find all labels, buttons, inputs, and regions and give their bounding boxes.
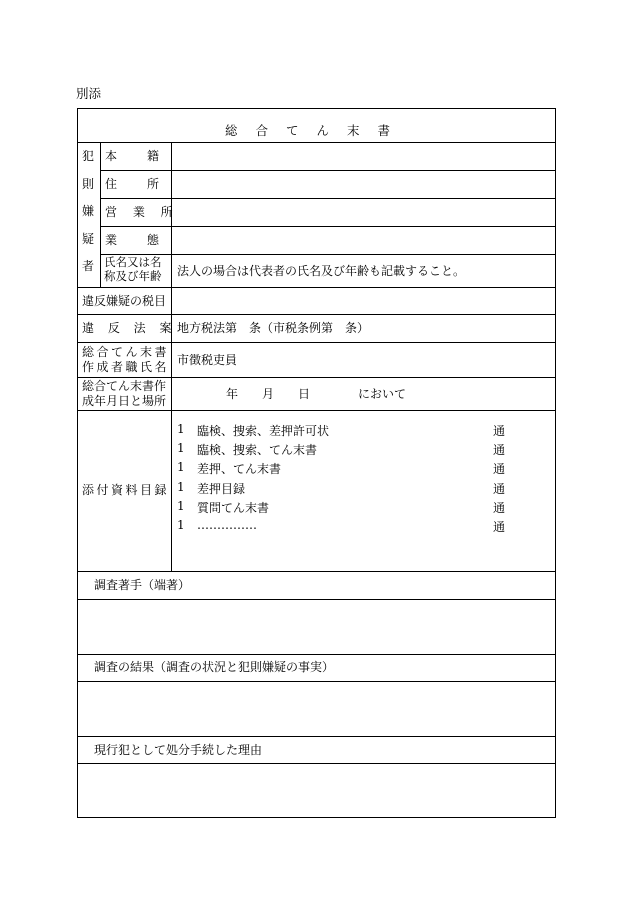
attachment-unit: 通 (493, 500, 506, 515)
date-place-label-1: 総合てん末書作 (82, 379, 167, 393)
date-place-value: 年 月 日 において (226, 387, 407, 401)
suspect-label-char: 嫌 (81, 204, 94, 218)
suspect-label-char: 者 (81, 259, 94, 273)
attachment-text: 臨検、捜索、差押許可状 (197, 424, 330, 438)
preparer-label-1: 総合てん末書 (82, 345, 170, 359)
attachment-unit: 通 (493, 462, 506, 477)
rule (100, 142, 101, 287)
rule (77, 142, 556, 143)
rule (100, 226, 556, 227)
form-title: 総合てん末書 (224, 123, 408, 138)
domicile-label: 本 籍 (105, 149, 162, 163)
preparer-value: 市徴税吏員 (177, 353, 238, 367)
rule (77, 410, 556, 411)
tax-item-label: 違反嫌疑の税目 (82, 294, 167, 308)
attachment-num: 1 (177, 479, 185, 494)
attachment-unit: 通 (493, 481, 506, 496)
annex-label: 別添 (76, 86, 102, 101)
suspect-label-char: 則 (81, 176, 94, 191)
name-age-note: 法人の場合は代表者の氏名及び年齢も記載すること。 (177, 264, 466, 278)
attachment-num: 1 (177, 518, 185, 532)
suspect-label-char: 疑 (81, 231, 94, 246)
suspect-label (81, 150, 95, 288)
rule (77, 377, 556, 378)
attachment-num: 1 (177, 441, 185, 456)
attachment-text: 臨検、捜索、てん末書 (197, 443, 318, 458)
attachment-text: 差押、てん末書 (197, 462, 282, 477)
rule (77, 287, 556, 288)
rule (100, 254, 556, 255)
business-label: 業 態 (105, 233, 162, 247)
name-age-label-1: 氏名又は名 (104, 255, 162, 269)
attachment-text: …………… (197, 518, 257, 532)
office-label: 営 業 所 (105, 205, 179, 219)
rule (77, 736, 556, 737)
attachments-label: 添付資料目録 (82, 483, 170, 497)
attachment-text: 差押目録 (197, 481, 246, 496)
rule (77, 763, 556, 764)
rule (77, 681, 556, 682)
reason-label: 現行犯として処分手続した理由 (94, 743, 263, 757)
violation-law-label: 違 反 法 案 (82, 321, 177, 335)
suspect-label-char: 犯 (81, 149, 94, 163)
attachment-unit: 通 (493, 424, 506, 438)
rule (77, 571, 556, 572)
investigation-start-label: 調査著手（端著） (94, 578, 191, 592)
attachment-num: 1 (177, 498, 185, 513)
attachment-num: 1 (177, 460, 185, 475)
address-label: 住 所 (105, 177, 162, 191)
rule (100, 198, 556, 199)
attachment-unit: 通 (493, 443, 506, 458)
preparer-label-2: 作成者職氏名 (82, 360, 170, 374)
rule (77, 342, 556, 343)
rule (77, 599, 556, 600)
name-age-label-2: 称及び年齢 (104, 269, 162, 283)
investigation-result-label: 調査の結果（調査の状況と犯則嫌疑の事実） (94, 660, 335, 674)
violation-law-value: 地方税法第 条（市税条例第 条） (177, 321, 370, 335)
rule (100, 170, 556, 171)
rule (77, 314, 556, 315)
date-place-label-2: 成年月日と場所 (82, 394, 167, 408)
attachment-num: 1 (177, 422, 185, 436)
rule (77, 654, 556, 655)
attachment-unit: 通 (493, 520, 506, 534)
attachment-text: 質問てん末書 (197, 500, 270, 515)
